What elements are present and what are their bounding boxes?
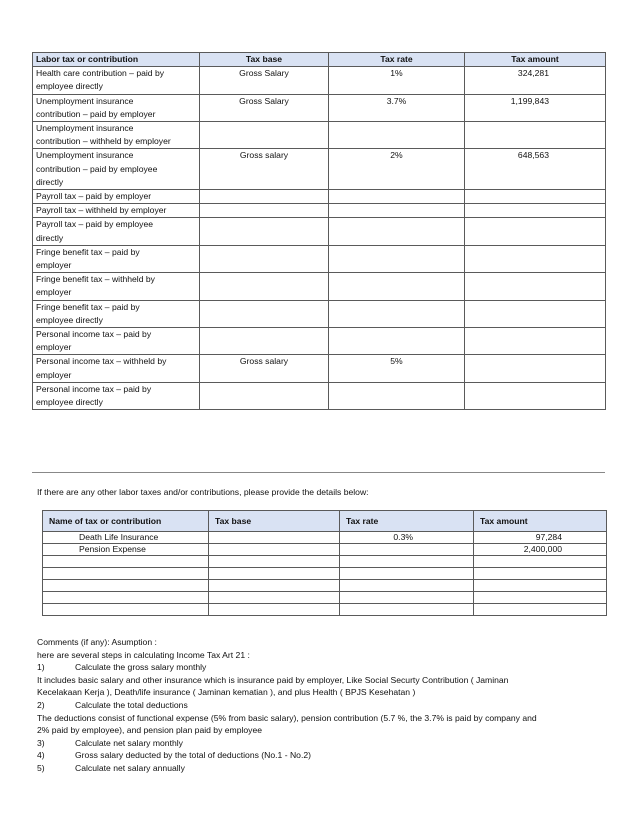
label-line: Fringe benefit tax – paid by <box>36 246 140 257</box>
header-tax-base: Tax base <box>200 53 329 67</box>
table-row <box>43 544 607 556</box>
cell-tax-base: Gross Salary <box>200 94 329 121</box>
cell-tax-rate <box>340 568 474 580</box>
cell-tax-amount <box>465 218 606 245</box>
cell-tax-amount: 1,199,843 <box>465 94 606 121</box>
cell-tax-amount <box>465 355 606 382</box>
cell-tax-rate <box>340 604 474 616</box>
comment-line <box>37 737 617 750</box>
cell-tax-amount <box>474 556 607 568</box>
cell-tax-rate: 0.3% <box>340 532 474 544</box>
comment-text: It includes basic salary and other insurance which is insurance paid by employer, Like Social Securty Contribution ( Jaminan <box>37 674 509 685</box>
cell-label <box>33 245 200 272</box>
cell-tax-base <box>209 556 340 568</box>
cell-tax-base <box>200 245 329 272</box>
label-line: contribution – withheld by employer <box>36 136 171 147</box>
table-row <box>33 67 606 94</box>
comment-text: Comments (if any): Asumption : <box>37 637 157 647</box>
header-tax-rate: Tax rate <box>329 53 465 67</box>
cell-tax-rate <box>329 218 465 245</box>
cell-tax-base: Gross Salary <box>200 67 329 94</box>
label-line: Personal income tax – paid by <box>36 329 152 340</box>
cell-tax-rate: 2% <box>329 149 465 190</box>
table-row <box>43 568 607 580</box>
cell-tax-amount <box>474 592 607 604</box>
cell-name: Pension Expense <box>43 544 209 556</box>
table-row <box>33 245 606 272</box>
cell-tax-amount: 324,281 <box>465 67 606 94</box>
cell-tax-rate <box>329 328 465 355</box>
table-row <box>33 273 606 300</box>
header-tax-rate: Tax rate <box>340 511 474 532</box>
cell-tax-base <box>209 532 340 544</box>
table-row <box>33 122 606 149</box>
label-line: Unemployment insurance <box>36 150 134 161</box>
cell-tax-rate <box>329 382 465 409</box>
label-line: employee directly <box>36 314 103 325</box>
cell-tax-base <box>200 204 329 218</box>
comment-text: Calculate the gross salary monthly <box>75 662 207 673</box>
table-row <box>33 94 606 121</box>
labor-tax-table <box>32 52 606 410</box>
cell-label <box>33 204 200 218</box>
cell-tax-rate <box>340 592 474 604</box>
comment-text: Kecelakaan Kerja ), Death/life insurance ( Jaminan kematian ), and plus Health ( BPJS Kesehatan ) <box>37 687 416 698</box>
header-tax-amount: Tax amount <box>474 511 607 532</box>
other-tax-table <box>42 510 607 616</box>
cell-tax-rate <box>340 580 474 592</box>
label-line: employee directly <box>36 81 103 92</box>
comment-text: Calculate net salary monthly <box>75 737 183 748</box>
section-divider <box>32 472 605 473</box>
table-row <box>43 532 607 544</box>
header-name: Name of tax or contribution <box>43 511 209 532</box>
cell-tax-rate <box>329 245 465 272</box>
other-taxes-intro: If there are any other labor taxes and/or contributions, please provide the details below: <box>37 487 369 497</box>
label-line: Payroll tax – paid by employer <box>36 191 152 202</box>
comment-line <box>37 724 617 737</box>
cell-tax-rate <box>329 273 465 300</box>
comment-line <box>37 636 617 649</box>
cell-name: Death Life Insurance <box>43 532 209 544</box>
cell-tax-amount: 648,563 <box>465 149 606 190</box>
cell-tax-rate <box>340 556 474 568</box>
cell-tax-base <box>200 218 329 245</box>
cell-tax-base <box>209 580 340 592</box>
cell-tax-rate <box>329 122 465 149</box>
label-line: Personal income tax – paid by <box>36 383 152 394</box>
step-number: 2) <box>37 699 45 710</box>
cell-tax-amount <box>465 245 606 272</box>
comment-line <box>37 674 617 687</box>
cell-tax-rate <box>329 300 465 327</box>
comment-line <box>37 712 617 725</box>
comments-section <box>37 636 617 775</box>
cell-tax-amount <box>465 122 606 149</box>
cell-label <box>33 190 200 204</box>
comment-text: Gross salary deducted by the total of deductions (No.1 - No.2) <box>75 750 311 761</box>
table-row <box>33 382 606 409</box>
table-row <box>33 355 606 382</box>
cell-label <box>33 122 200 149</box>
label-line: Payroll tax – withheld by employer <box>36 205 167 216</box>
step-number: 5) <box>37 762 45 773</box>
cell-label <box>33 355 200 382</box>
label-line: Fringe benefit tax – withheld by <box>36 274 155 285</box>
cell-tax-rate: 5% <box>329 355 465 382</box>
label-line: Health care contribution – paid by <box>36 68 165 79</box>
table-row <box>33 190 606 204</box>
cell-label <box>33 218 200 245</box>
cell-label <box>33 382 200 409</box>
header-tax-base: Tax base <box>209 511 340 532</box>
cell-tax-base <box>200 122 329 149</box>
cell-tax-amount <box>465 204 606 218</box>
cell-tax-base <box>200 273 329 300</box>
cell-name <box>43 592 209 604</box>
comment-text: here are several steps in calculating Income Tax Art 21 : <box>37 649 250 660</box>
table-row <box>43 556 607 568</box>
step-number: 4) <box>37 750 45 761</box>
header-tax-amount: Tax amount <box>465 53 606 67</box>
label-line: employee directly <box>36 397 103 408</box>
cell-tax-base <box>209 604 340 616</box>
cell-label <box>33 328 200 355</box>
table-row <box>33 300 606 327</box>
comment-text: Calculate the total deductions <box>75 699 188 710</box>
label-line: Unemployment insurance <box>36 123 134 134</box>
table-row <box>33 204 606 218</box>
cell-tax-base: Gross salary <box>200 355 329 382</box>
cell-tax-base <box>209 544 340 556</box>
table-row <box>33 149 606 190</box>
cell-name <box>43 556 209 568</box>
cell-tax-amount <box>474 604 607 616</box>
cell-tax-amount: 97,284 <box>474 532 607 544</box>
label-line: contribution – paid by employer <box>36 108 156 119</box>
table-row <box>33 218 606 245</box>
table-row <box>33 328 606 355</box>
label-line: employer <box>36 260 72 271</box>
cell-tax-base: Gross salary <box>200 149 329 190</box>
cell-label <box>33 67 200 94</box>
label-line: Payroll tax – paid by employee <box>36 219 154 230</box>
cell-label <box>33 149 200 190</box>
cell-tax-amount <box>465 328 606 355</box>
cell-tax-rate: 1% <box>329 67 465 94</box>
label-line: Unemployment insurance <box>36 95 134 106</box>
label-line: contribution – paid by employee <box>36 163 158 174</box>
cell-tax-amount <box>474 580 607 592</box>
comment-line <box>37 649 617 662</box>
cell-name <box>43 604 209 616</box>
cell-tax-base <box>200 300 329 327</box>
comment-line <box>37 699 617 712</box>
comment-line <box>37 686 617 699</box>
table-row <box>43 580 607 592</box>
cell-tax-amount <box>465 273 606 300</box>
cell-tax-amount <box>465 382 606 409</box>
cell-tax-amount <box>474 568 607 580</box>
cell-tax-base <box>200 190 329 204</box>
table-header-row <box>43 511 607 532</box>
step-number: 1) <box>37 662 45 673</box>
label-line: directly <box>36 232 64 243</box>
cell-tax-base <box>200 328 329 355</box>
table-row <box>43 604 607 616</box>
comment-line <box>37 749 617 762</box>
cell-name <box>43 568 209 580</box>
label-line: employer <box>36 369 72 380</box>
cell-tax-amount <box>465 300 606 327</box>
comment-line <box>37 762 617 775</box>
label-line: directly <box>36 176 64 187</box>
label-line: employer <box>36 287 72 298</box>
label-line: Fringe benefit tax – paid by <box>36 301 140 312</box>
cell-tax-base <box>209 592 340 604</box>
comment-line <box>37 661 617 674</box>
cell-name <box>43 580 209 592</box>
cell-tax-base <box>209 568 340 580</box>
label-line: employer <box>36 342 72 353</box>
table-header-row <box>33 53 606 67</box>
comment-text: The deductions consist of functional expense (5% from basic salary), pension contribution (5.7 %, the 3.7% is paid by company and <box>37 712 537 723</box>
cell-tax-rate: 3.7% <box>329 94 465 121</box>
label-line: Personal income tax – withheld by <box>36 356 167 367</box>
table-row <box>43 592 607 604</box>
cell-label <box>33 94 200 121</box>
comment-text: 2% paid by employee), and pension plan paid by employee <box>37 725 263 736</box>
cell-tax-amount: 2,400,000 <box>474 544 607 556</box>
step-number: 3) <box>37 737 45 748</box>
comment-text: Calculate net salary annually <box>75 762 185 773</box>
header-labor-tax: Labor tax or contribution <box>33 53 200 67</box>
cell-tax-amount <box>465 190 606 204</box>
cell-tax-base <box>200 382 329 409</box>
cell-tax-rate <box>329 190 465 204</box>
cell-label <box>33 273 200 300</box>
cell-label <box>33 300 200 327</box>
cell-tax-rate <box>329 204 465 218</box>
cell-tax-rate <box>340 544 474 556</box>
